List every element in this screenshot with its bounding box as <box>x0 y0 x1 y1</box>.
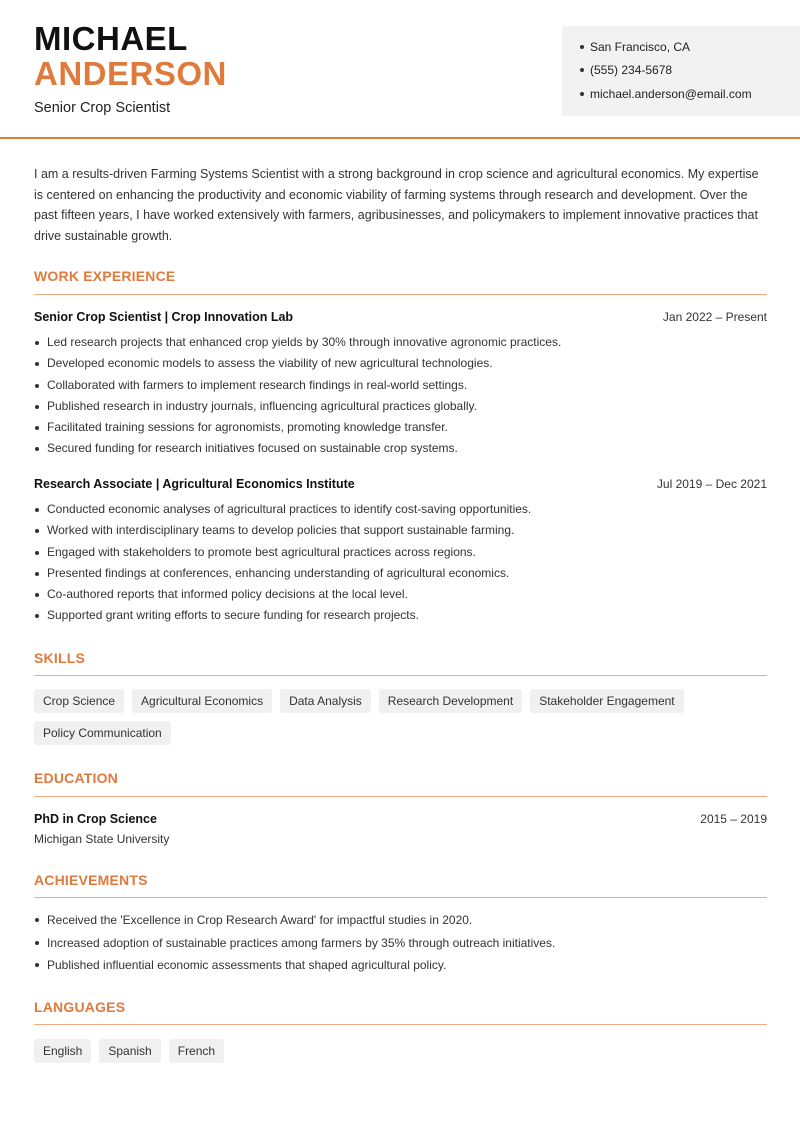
job-title-1: Senior Crop Scientist | Crop Innovation Lab <box>34 310 294 324</box>
education-degree: PhD in Crop Science <box>34 812 157 826</box>
summary-paragraph: I am a results-driven Farming Systems Scientist with a strong background in crop science and agricultural economics. My expertise is centered on enhancing the productivity and economic viability of farming systems through research and development. Over the past fifteen years, I have worked extensively with farmers, agribusinesses, and policymakers to implement innovative practices that drive sustainable growth. <box>34 167 759 243</box>
list-item: Secured funding for research initiatives focused on sustainable crop systems. <box>34 438 561 459</box>
contact-location-text: San Francisco, CA <box>590 40 691 54</box>
list-item: Co-authored reports that informed policy decisions at the local level. <box>34 584 531 605</box>
list-item: Published research in industry journals, influencing agricultural practices globally. <box>34 396 561 417</box>
job-title-2: Research Associate | Agricultural Economics Institute <box>34 477 355 491</box>
section-divider <box>34 1024 767 1025</box>
language-tag: Spanish <box>99 1039 160 1063</box>
list-item: Engaged with stakeholders to promote best agricultural practices across regions. <box>34 542 531 563</box>
contact-location <box>580 40 690 54</box>
skills-heading: SKILLS <box>34 650 85 666</box>
job-dates-1: Jan 2022 – Present <box>662 310 767 324</box>
list-item: Increased adoption of sustainable practices among farmers by 35% through outreach initiatives. <box>34 932 555 955</box>
first-name: MICHAEL <box>34 20 188 57</box>
resume-header <box>0 0 800 139</box>
education-dates: 2015 – 2019 <box>700 812 767 826</box>
contact-phone-text: (555) 234-5678 <box>590 63 673 77</box>
bullet-icon <box>580 45 584 49</box>
skill-tag: Research Development <box>379 689 522 713</box>
skill-tag: Policy Communication <box>34 721 171 745</box>
bullet-icon <box>580 92 584 96</box>
section-divider <box>34 897 767 898</box>
list-item: Supported grant writing efforts to secure funding for research projects. <box>34 605 531 626</box>
list-item: Received the 'Excellence in Crop Research Award' for impactful studies in 2020. <box>34 909 555 932</box>
education-school: Michigan State University <box>34 832 170 846</box>
languages-heading: LANGUAGES <box>34 999 126 1015</box>
list-item: Published influential economic assessments that shaped agricultural policy. <box>34 954 555 977</box>
list-item: Conducted economic analyses of agricultural practices to identify cost-saving opportunities. <box>34 499 531 520</box>
skill-tag: Agricultural Economics <box>132 689 272 713</box>
contact-box <box>562 26 800 116</box>
language-tag: French <box>169 1039 224 1063</box>
contact-phone <box>580 63 672 77</box>
section-divider <box>34 294 767 295</box>
list-item: Presented findings at conferences, enhancing understanding of agricultural economics. <box>34 563 531 584</box>
achievements-list <box>34 909 555 977</box>
languages-list <box>34 1039 774 1071</box>
section-divider <box>34 675 767 676</box>
last-name: ANDERSON <box>34 55 227 92</box>
list-item: Worked with interdisciplinary teams to develop policies that support sustainable farming. <box>34 520 531 541</box>
education-heading: EDUCATION <box>34 770 118 786</box>
section-divider <box>34 796 767 797</box>
job-dates-2: Jul 2019 – Dec 2021 <box>656 477 767 491</box>
list-item: Collaborated with farmers to implement research findings in real-world settings. <box>34 375 561 396</box>
list-item: Developed economic models to assess the viability of new agricultural technologies. <box>34 353 561 374</box>
list-item: Led research projects that enhanced crop yields by 30% through innovative agronomic practices. <box>34 332 561 353</box>
language-tag: English <box>34 1039 91 1063</box>
job-title: Senior Crop Scientist <box>34 100 171 116</box>
work-experience-heading: WORK EXPERIENCE <box>34 268 176 284</box>
bullet-icon <box>580 68 584 72</box>
list-item: Facilitated training sessions for agronomists, promoting knowledge transfer. <box>34 417 561 438</box>
skill-tag: Data Analysis <box>280 689 371 713</box>
skill-tag: Crop Science <box>34 689 124 713</box>
achievements-heading: ACHIEVEMENTS <box>34 872 148 888</box>
job-bullets-2 <box>34 499 531 627</box>
skills-list <box>34 689 774 753</box>
skill-tag: Stakeholder Engagement <box>530 689 683 713</box>
contact-email[interactable] <box>580 87 752 101</box>
contact-email-text[interactable]: michael.anderson@email.com <box>590 87 752 101</box>
job-bullets-1 <box>34 332 561 460</box>
